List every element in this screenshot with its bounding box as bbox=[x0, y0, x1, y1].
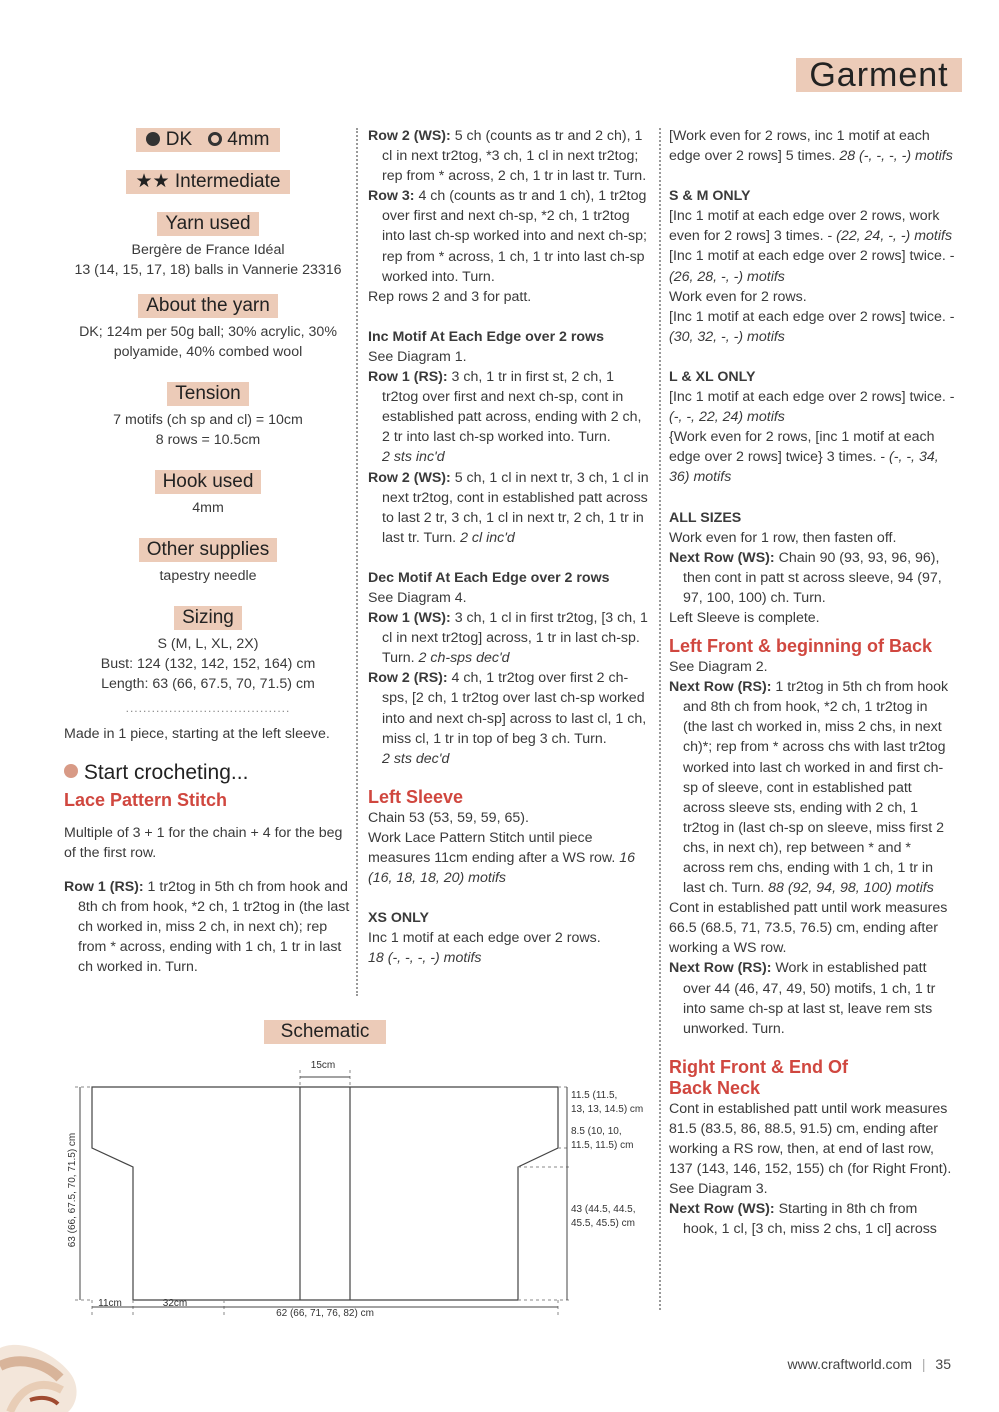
hook-size-label: 4mm bbox=[227, 129, 270, 150]
start-heading bbox=[64, 760, 352, 786]
dim-sleeve: 13, 13, 14.5) cm bbox=[571, 1104, 644, 1115]
yarn-used-label: Yarn used bbox=[157, 212, 258, 236]
repeat-note: Rep rows 2 and 3 for patt. bbox=[368, 288, 532, 305]
right-front-next-row: Next Row (WS): Starting in 8th ch from hook, 1 cl, [3 ch, miss 2 chs, 1 cl] across bbox=[669, 1201, 937, 1238]
inc-title: Inc Motif At Each Edge over 2 rows bbox=[368, 328, 604, 345]
right-front-cont: Cont in established patt until work measures 81.5 (83.5, 86, 88.5, 91.5) cm, ending after working a RS row, then, at end of last row, 137 (143, 146, 152, 155) ch (for Right Front). bbox=[669, 1100, 952, 1178]
lace-pattern-title: Lace Pattern Stitch bbox=[64, 790, 228, 810]
all-sizes-next-row: Next Row (WS): Chain 90 (93, 93, 96, 96), then cont in patt st across sleeve, 94 (97, 97, 100, 100) ch. Turn. bbox=[669, 549, 942, 606]
yarn-used-line: 13 (14, 15, 17, 18) balls in Vannerie 23316 bbox=[74, 262, 342, 278]
tension-line: 8 rows = 10.5cm bbox=[155, 432, 261, 448]
sizing-line: Length: 63 (66, 67.5, 70, 71.5) cm bbox=[101, 676, 315, 692]
page-title: Garment bbox=[796, 58, 962, 92]
tension-line: 7 motifs (ch sp and cl) = 10cm bbox=[113, 412, 303, 428]
dec-row-1: Row 1 (WS): 3 ch, 1 cl in first tr2tog, [3 ch, 1 cl in next tr2tog] across, 1 tr in last ch-sp. Turn. 2 ch-sps dec'd bbox=[368, 610, 648, 667]
info-column bbox=[64, 128, 352, 991]
row-text: 1 tr2tog in 5th ch from hook and 8th ch from hook, *2 ch, 1 tr2tog in (the last ch worked in, miss 2 ch, in next ch); rep from * across, ending with 1 ch, 1 tr in last ch worked in. Turn. bbox=[78, 879, 350, 976]
left-front-cont: Cont in established patt until work measures 66.5 (68.5, 71, 73.5, 76.5) cm, ending after working a WS row. bbox=[669, 900, 948, 957]
xs-only-title: XS ONLY bbox=[368, 910, 429, 927]
yarn-weight-badge bbox=[136, 128, 279, 152]
left-front-title: Left Front & beginning of Back bbox=[669, 636, 932, 657]
lace-intro: Multiple of 3 + 1 for the chain + 4 for the beg of the first row. bbox=[64, 825, 343, 861]
inc-row-2: Row 2 (WS): 5 ch, 1 cl in next tr, 3 ch, 1 cl in next tr2tog, cont in established patt across to last 2 tr, 3 ch, 1 cl in next tr, 2 ch, 1 tr in last tr. Turn. 2 cl inc'd bbox=[368, 469, 649, 546]
pattern-column-2 bbox=[368, 126, 650, 968]
sizing-line: S (M, L, XL, 2X) bbox=[157, 636, 259, 652]
dim-width: 62 (66, 71, 76, 82) cm bbox=[276, 1308, 374, 1319]
right-front-title: Right Front & End Of Back Neck bbox=[669, 1056, 848, 1098]
about-yarn-line: DK; 124m per 50g ball; 30% acrylic, 30% bbox=[79, 324, 337, 340]
difficulty-label: Intermediate bbox=[174, 171, 281, 192]
left-sleeve-work: Work Lace Pattern Stitch until piece measures 11cm ending after a WS row. 16 (16, 18, 18, 20) motifs bbox=[368, 829, 636, 887]
left-sleeve-title: Left Sleeve bbox=[368, 786, 464, 807]
s-m-step: [Inc 1 motif at each edge over 2 rows, work even for 2 rows] 3 times. - (22, 24, -, -) motifs bbox=[669, 208, 953, 245]
s-m-step: [Inc 1 motif at each edge over 2 rows] twice. - (30, 32, -, -) motifs bbox=[669, 308, 955, 345]
dotted-divider: ...................................... bbox=[125, 701, 291, 715]
star-icon: ★★ bbox=[135, 171, 170, 192]
other-supplies-label: Other supplies bbox=[139, 538, 278, 562]
l-xl-step: [Inc 1 motif at each edge over 2 rows] twice. - (-, -, 22, 24) motifs bbox=[669, 389, 955, 426]
right-front-see: See Diagram 3. bbox=[669, 1181, 768, 1198]
sandal-image bbox=[0, 1318, 84, 1412]
about-yarn-line: polyamide, 40% combed wool bbox=[113, 344, 303, 360]
dim-11: 11cm bbox=[98, 1298, 122, 1309]
footer-url[interactable]: www.craftworld.com bbox=[787, 1356, 912, 1372]
tension-label: Tension bbox=[167, 382, 249, 406]
hook-used-line: 4mm bbox=[192, 500, 224, 516]
dk-label: DK bbox=[165, 129, 193, 150]
dec-row-2-note: 2 sts dec'd bbox=[382, 750, 450, 767]
dec-row-2: Row 2 (RS): 4 ch, 1 tr2tog over first 2 ch-sps, [2 ch, 1 tr2tog over last ch-sp worked into and next ch-sp] across to last cl, 1 ch, miss cl, 1 tr in top of beg 3 ch. Turn. bbox=[368, 670, 647, 747]
dim-body: 45.5, 45.5) cm bbox=[571, 1218, 635, 1229]
left-front-see: See Diagram 2. bbox=[669, 659, 768, 676]
dim-top: 15cm bbox=[310, 1060, 336, 1071]
schematic-diagram bbox=[60, 1050, 654, 1332]
s-m-step: [Inc 1 motif at each edge over 2 rows] twice. - (26, 28, -, -) motifs bbox=[669, 248, 955, 285]
dec-title: Dec Motif At Each Edge over 2 rows bbox=[368, 569, 610, 586]
made-in-note: Made in 1 piece, starting at the left sleeve. bbox=[64, 726, 330, 742]
yarn-used-line: Bergère de France Idéal bbox=[131, 242, 285, 258]
sizing-label: Sizing bbox=[174, 606, 242, 630]
work-even-para: [Work even for 2 rows, inc 1 motif at each edge over 2 rows] 5 times. 28 (-, -, -, -) motifs bbox=[669, 128, 953, 165]
left-sleeve-chain: Chain 53 (53, 59, 59, 65). bbox=[368, 809, 529, 826]
hook-icon bbox=[208, 132, 222, 146]
garment-outline bbox=[92, 1087, 300, 1300]
inc-row-1-note: 2 sts inc'd bbox=[382, 449, 445, 466]
start-heading-text: Start crocheting... bbox=[83, 761, 249, 784]
dim-armhole: 11.5, 11.5) cm bbox=[571, 1140, 634, 1151]
dim-32: 32cm bbox=[162, 1298, 188, 1309]
other-supplies-line: tapestry needle bbox=[159, 568, 257, 584]
inc-see: See Diagram 1. bbox=[368, 348, 467, 365]
s-m-only-title: S & M ONLY bbox=[669, 188, 751, 205]
row-label: Row 1 (RS): bbox=[64, 879, 144, 896]
left-sleeve-complete: Left Sleeve is complete. bbox=[669, 609, 820, 626]
inc-row-1: Row 1 (RS): 3 ch, 1 tr in first st, 2 ch, 1 tr2tog over first and next ch-sp, cont in established patt across, ending with 2 ch, 2 tr into last ch-sp worked into. Turn. bbox=[368, 369, 642, 446]
pattern-column-3 bbox=[669, 126, 955, 1240]
about-yarn-label: About the yarn bbox=[138, 294, 278, 318]
dim-length: 63 (66, 67.5, 70, 71.5) cm bbox=[67, 1132, 78, 1248]
dim-sleeve: 11.5 (11.5, bbox=[571, 1090, 618, 1101]
dim-armhole: 8.5 (10, 10, bbox=[571, 1126, 622, 1137]
dim-body: 43 (44.5, 44.5, bbox=[571, 1204, 636, 1215]
xs-only-text: Inc 1 motif at each edge over 2 rows. bbox=[368, 930, 601, 947]
left-front-next-row: Next Row (RS): 1 tr2tog in 5th ch from hook and 8th ch from hook, *2 ch, 1 tr2tog in (the last ch worked in, miss 2 chs, in next ch)*; rep from * across chs with last tr2tog worked into last ch worked in and first ch-sp of sleeve, cont in established patt across sleeve sts, ending with 2 ch, 1 tr2tog in (last ch-sp on sleeve, miss first 2 chs, in next ch), rep between * and * across rem chs, ending with 1 ch, 1 tr in last ch. Turn. 88 (92, 94, 98, 100) motifs bbox=[669, 679, 949, 897]
page-number: 35 bbox=[935, 1356, 951, 1372]
dec-see: See Diagram 4. bbox=[368, 589, 467, 606]
l-xl-step: {Work even for 2 rows, [inc 1 motif at each edge over 2 rows] twice} 3 times. - (-, -, 34, 36) motifs bbox=[669, 429, 939, 486]
schematic-label: Schematic bbox=[264, 1020, 386, 1044]
all-sizes-title: ALL SIZES bbox=[669, 509, 742, 526]
hook-used-label: Hook used bbox=[155, 470, 262, 494]
yarn-ball-icon bbox=[146, 132, 160, 146]
yarn-ball-icon bbox=[64, 764, 78, 778]
row-3: Row 3: 4 ch (counts as tr and 1 ch), 1 tr2tog over first and next ch-sp, *2 ch, 1 tr2tog into last ch-sp worked into and next ch-sp; rep from * across, 1 ch, 1 tr into last ch-sp worked into. Turn. bbox=[368, 188, 647, 285]
difficulty-badge bbox=[126, 170, 291, 194]
lace-row-1 bbox=[64, 877, 352, 977]
garment-outline bbox=[92, 1087, 558, 1300]
page-footer bbox=[788, 1356, 951, 1372]
l-xl-only-title: L & XL ONLY bbox=[669, 368, 756, 385]
footer-separator: | bbox=[921, 1356, 926, 1372]
row-2: Row 2 (WS): 5 ch (counts as tr and 2 ch), 1 cl in next tr2tog, *3 ch, 1 cl in next tr2tog; rep from * across, 2 ch, 1 tr in last tr. Turn. bbox=[368, 128, 647, 185]
s-m-step: Work even for 2 rows. bbox=[669, 288, 807, 305]
all-sizes-step: Work even for 1 row, then fasten off. bbox=[669, 529, 897, 546]
xs-only-motifs: 18 (-, -, -, -) motifs bbox=[368, 950, 482, 967]
left-front-next-row-2: Next Row (RS): Work in established patt over 44 (46, 47, 49, 50) motifs, 1 ch, 1 tr into same ch-sp at last st, leave rem sts unworked. Turn. bbox=[669, 960, 936, 1037]
sizing-line: Bust: 124 (132, 142, 152, 164) cm bbox=[100, 656, 316, 672]
column-divider bbox=[659, 128, 661, 1310]
column-divider bbox=[356, 128, 358, 996]
